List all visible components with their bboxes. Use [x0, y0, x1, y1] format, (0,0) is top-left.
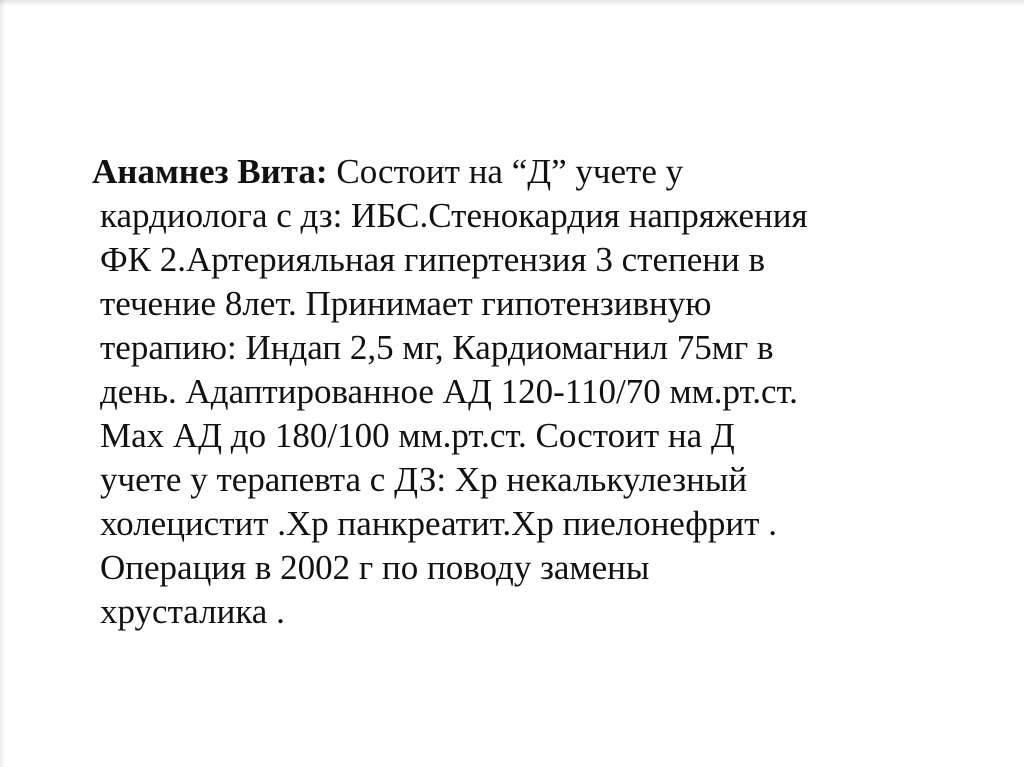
anamnesis-text-block — [92, 150, 972, 634]
text-line: Операция в 2002 г по поводу замены — [100, 548, 650, 587]
anamnesis-first-line: Состоит на “Д” учете у — [327, 152, 684, 191]
slide-left-shadow — [0, 0, 6, 767]
anamnesis-label: Анамнез Вита: — [92, 152, 328, 191]
text-line: Max АД до 180/100 мм.рт.ст. Состоит на Д — [100, 416, 735, 455]
text-line: день. Адаптированное АД 120-110/70 мм.рт.ст. — [100, 372, 798, 411]
text-line: течение 8лет. Принимает гипотензивную — [100, 284, 712, 323]
text-line: кардиолога с дз: ИБС.Стенокардия напряжения — [100, 196, 808, 235]
text-line: холецистит .Хр панкреатит.Хр пиелонефрит . — [100, 504, 777, 543]
slide-top-shadow — [0, 0, 1024, 6]
text-line: ФК 2.Артерияльная гипертензия 3 степени в — [100, 240, 765, 279]
text-line: терапию: Индап 2,5 мг, Кардиомагнил 75мг в — [100, 328, 774, 367]
text-line — [92, 150, 972, 194]
text-line: учете у терапевта с ДЗ: Хр некалькулезный — [100, 460, 748, 499]
text-line: хрусталика . — [100, 592, 285, 631]
